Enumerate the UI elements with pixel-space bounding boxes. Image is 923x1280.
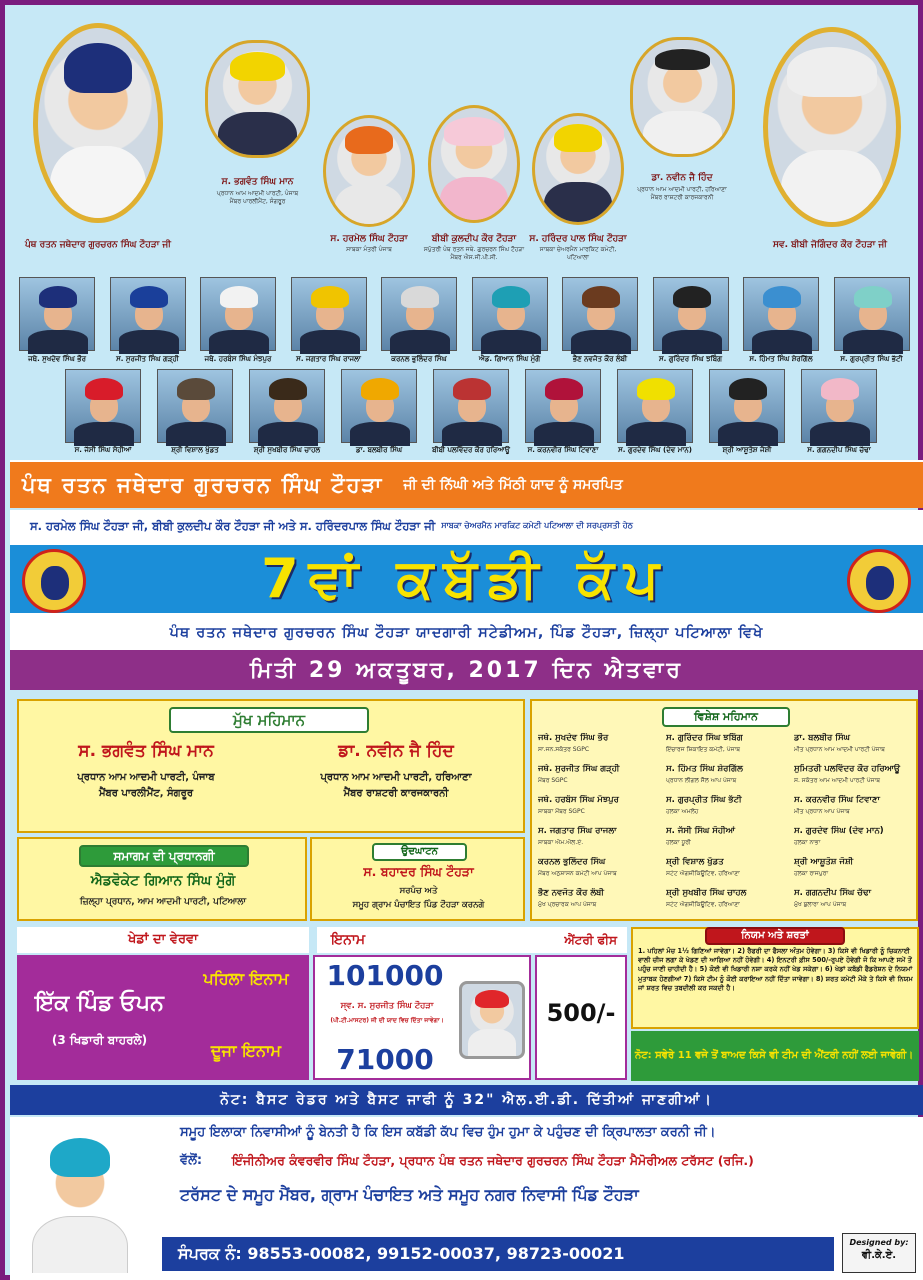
games-panel	[17, 955, 309, 1080]
special-guest-name: ਭੈਣ ਨਵਜੋਤ ਕੌਰ ਲੰਬੀ	[538, 888, 604, 898]
special-guest-designation: ਪ੍ਰਧਾਨ ਲੀਗਲ ਸੈੱਲ ਆਪ ਪੰਜਾਬ	[666, 777, 737, 784]
supporter-photo	[200, 277, 276, 351]
prize-header	[317, 927, 627, 953]
patronage-band	[10, 510, 923, 542]
sponsor-note: (ਪੀ.ਟੀ.ਮਾਸਟਰ) ਜੀ ਦੀ ਯਾਦ ਵਿਚ ਦਿੱਤਾ ਜਾਵੇਗਾ।	[330, 1017, 444, 1024]
supporter-caption: ਸ. ਕਰਨਵੀਰ ਸਿੰਘ ਟਿਵਾਣਾ	[527, 446, 599, 454]
games-header: ਖੇਡਾਂ ਦਾ ਵੇਰਵਾ	[17, 927, 309, 953]
from-label: ਵੱਲੋਂ:	[180, 1153, 203, 1168]
portrait-kuldeep-kaur	[428, 105, 520, 223]
inauguration-line1: ਸਰਪੰਚ ਅਤੇ	[399, 886, 438, 896]
supporter-caption: ਬੀਬੀ ਪਲਵਿੰਦਰ ਕੌਰ ਹਰਿਆਊ	[432, 446, 510, 454]
special-guest-name: ਜਥੇ. ਸੁਖਦੇਵ ਸਿੰਘ ਭੌਰ	[538, 733, 609, 743]
portrait-harinderpal-singh	[532, 113, 624, 225]
fee-panel	[535, 955, 627, 1080]
presidency-heading: ਸਮਾਗਮ ਦੀ ਪ੍ਰਧਾਨਗੀ	[79, 845, 249, 867]
chief-guest-1-name: ਸ. ਭਗਵੰਤ ਸਿੰਘ ਮਾਨ	[78, 741, 214, 761]
chief-guest-1-line2: ਮੈਂਬਰ ਪਾਰਲੀਮੈਂਟ, ਸੰਗਰੂਰ	[98, 788, 194, 799]
contact-band	[162, 1237, 834, 1271]
supporter-photo	[291, 277, 367, 351]
supporter-caption: ਸ਼੍ਰੀ ਸੁਖਬੀਰ ਸਿੰਘ ਚਾਹਲ	[253, 446, 321, 454]
fee-header-label: ਐਂਟਰੀ ਫੀਸ	[564, 933, 617, 947]
portrait-caption: ਸ. ਹਰਮੇਲ ਸਿੰਘ ਟੌਹੜਾ	[330, 234, 408, 244]
special-guest-name: ਸ. ਹਿੰਮਤ ਸਿੰਘ ਸ਼ੇਰਗਿੱਲ	[666, 764, 743, 774]
special-guest-designation: ਮੈਂਬਰ SGPC	[538, 777, 568, 784]
chief-guests-box	[17, 699, 525, 833]
organizer-line: ਇੰਜੀਨੀਅਰ ਕੰਵਰਵੀਰ ਸਿੰਘ ਟੌਹੜਾ, ਪ੍ਰਧਾਨ ਪੰਥ ਰਤਨ ਜਥੇਦਾਰ ਗੁਰਚਰਨ ਸਿੰਘ ਟੌਹੜਾ ਮੈਮੋਰੀਅਲ ਟਰੱਸਟ (ਰਜਿ.)	[232, 1153, 754, 1168]
supporter-photo	[653, 277, 729, 351]
special-guests-box	[530, 699, 918, 921]
designer-name: ਵੀ.ਕੇ.ਏ.	[861, 1250, 897, 1261]
logo-right	[847, 549, 911, 613]
supporter-photo	[562, 277, 638, 351]
first-prize-label: ਪਹਿਲਾ ਇਨਾਮ	[203, 969, 289, 988]
rules-box	[631, 927, 919, 1029]
special-guest-name: ਸ਼੍ਰੀ ਆਸ਼ੂਤੋਸ਼ ਜੋਸ਼ੀ	[794, 857, 854, 867]
chief-guest-2-line1: ਪ੍ਰਧਾਨ ਆਮ ਆਦਮੀ ਪਾਰਟੀ, ਹਰਿਆਣਾ	[320, 772, 472, 783]
venue-band	[10, 616, 923, 650]
note-band	[10, 1085, 923, 1115]
designed-by-label: Designed by:	[849, 1238, 909, 1247]
trust-line: ਟਰੱਸਟ ਦੇ ਸਮੂਹ ਮੈਂਬਰ, ਗ੍ਰਾਮ ਪੰਚਾਇਤ ਅਤੇ ਸਮੂਹ ਨਗਰ ਨਿਵਾਸੀ ਪਿੰਡ ਟੌਹੜਾ	[180, 1185, 639, 1204]
portrait-joginder-kaur	[763, 27, 901, 227]
special-guest-designation: ਸਟੇਟ ਐਗਜ਼ੀਕਿਊਟਿਵ, ਹਰਿਆਣਾ	[666, 870, 740, 877]
supporter-photo	[157, 369, 233, 443]
portrait-subcaption: ਪ੍ਰਧਾਨ ਆਮ ਆਦਮੀ ਪਾਰਟੀ, ਹਰਿਆਣਾ	[637, 186, 727, 193]
special-guest-designation: ਮੀਤ ਪ੍ਰਧਾਨ ਆਪ ਪੰਜਾਬ	[794, 808, 850, 815]
supporter-caption: ਐਡ. ਗਿਆਨ ਸਿੰਘ ਮੁੰਗੋ	[478, 355, 541, 363]
designer-badge	[842, 1233, 916, 1273]
supporter-photo	[341, 369, 417, 443]
prize-panel	[313, 955, 531, 1080]
supporter-caption: ਸ. ਜਗਤਾਰ ਸਿੰਘ ਰਾਜਲਾ	[296, 355, 361, 363]
supporter-caption: ਸ. ਗੁਰਿੰਦਰ ਸਿੰਘ ਝਬਿੰਗ	[658, 355, 723, 363]
portrait-caption: ਡਾ. ਨਵੀਨ ਜੈ ਹਿੰਦ	[651, 173, 713, 183]
portrait-harmel-singh	[323, 115, 415, 227]
special-guest-designation: ਸਟੇਟ ਐਗਜ਼ੀਕਿਊਟਿਵ, ਹਰਿਆਣਾ	[666, 901, 740, 908]
rules-text: 1. ਪਹਿਲਾਂ ਮੰਚ 1½ ਗਿਣਿਆਂ ਜਾਵੇਗਾ। 2) ਰੈਫਰੀ ਦਾ ਫੈਸਲਾ ਅੰਤਮ ਹੋਵੇਗਾ। 3) ਕਿਸੇ ਵੀ ਖਿਡਾਰੀ ਨੂੰ ਚਿਕਨਾਈ ਵਾਲੀ ਚੀਜ ਲਗਾ ਕੇ ਖੇਡਣ ਦੀ ਆਗਿਆ ਨਹੀਂ ਹੋਵੇਗੀ। 4) ਇਨਟਰੀ ਫ਼ੀਸ 500/-ਰੁਪਏ ਹੋਵੇਗੀ ਜੋ ਕਿ ਆਪਣੇ ਸਮੇਂ ਤੋਂ ਪਹੁੰਚ ਜਾਣੀ ਚਾਹੀਦੀ ਹੈ। 5) ਕੋਈ ਵੀ ਖਿਡਾਰੀ ਨਸ਼ਾ ਕਰਕੇ ਨਹੀਂ ਖੇਡ ਸਕੇਗਾ। 6) ਖੇਡਾਂ ਕਬੱਡੀ ਫੈਡਰੇਸ਼ਨ ਦੇ ਨਿਯਮਾਂ ਮੁਤਾਬਕ ਹੋਣਗੀਆਂ 7) ਕਿਸੇ ਟੀਮ ਨੂੰ ਕੋਈ ਕਰਾਇਆ ਨਹੀਂ ਦਿੱਤਾ ਜਾਵੇਗਾ। 8) ਸ਼ਰਤ ਕਮੇਟੀ ਮੌਕੇ ਤੇ ਕਿਸੇ ਵੀ ਨਿਯਮ ਜਾਂ ਸ਼ਰਤ ਵਿਚ ਤਬਦੀਲੀ ਕਰ ਸਕਦੀ ਹੈ।	[638, 947, 913, 992]
portrait-subcaption: ਸਾਬਕਾ ਮੰਤਰੀ ਪੰਜਾਬ	[346, 246, 392, 253]
invitation-line: ਸਮੂਹ ਇਲਾਕਾ ਨਿਵਾਸੀਆਂ ਨੂੰ ਬੇਨਤੀ ਹੈ ਕਿ ਇਸ ਕਬੱਡੀ ਕੱਪ ਵਿਚ ਹੁੰਮ ਹੁਮਾ ਕੇ ਪਹੁੰਚਣ ਦੀ ਕ੍ਰਿਪਾਲਤਾ ਕਰਨੀ ਜੀ।	[180, 1125, 716, 1140]
game-note: (3 ਖਿਡਾਰੀ ਬਾਹਰਲੇ)	[51, 1033, 148, 1047]
organizer-photo	[20, 1123, 140, 1273]
portrait-caption: ਸਵ. ਬੀਬੀ ਜੋਗਿੰਦਰ ਕੌਰ ਟੌਹੜਾ ਜੀ	[773, 240, 887, 250]
supporter-photo	[617, 369, 693, 443]
special-guest-designation: ਹਲਕਾ ਰਾਜਪੁਰਾ	[794, 870, 829, 877]
supporter-photo	[110, 277, 186, 351]
first-prize-amount: 101000	[326, 959, 444, 992]
title-band	[10, 542, 923, 616]
logo-left	[22, 549, 86, 613]
chief-guests-heading: ਮੁੱਖ ਮਹਿਮਾਨ	[169, 707, 369, 733]
special-guest-name: ਸ. ਗੁਰਿੰਦਰ ਸਿੰਘ ਝਬਿੰਗ	[666, 733, 743, 743]
special-guest-designation: ਹਲਕਾ ਨਾਭਾ	[794, 839, 821, 846]
inauguration-name: ਸ. ਬਹਾਦਰ ਸਿੰਘ ਟੌਹੜਾ	[363, 864, 474, 879]
contact-text: ਸੰਪਰਕ ਨੰ: 98553-00082, 99152-00037, 98723-00021	[178, 1244, 625, 1263]
special-guests-heading: ਵਿਸ਼ੇਸ਼ ਮਹਿਮਾਨ	[662, 707, 790, 727]
portrait-subcaption: ਪ੍ਰਧਾਨ ਆਮ ਆਦਮੀ ਪਾਰਟੀ, ਪੰਜਾਬ	[216, 190, 299, 197]
special-guest-designation: ਸਾਬਕਾ ਮੈਂਬਰ SGPC	[538, 808, 585, 815]
patronage-small: ਸਾਬਕਾ ਚੇਅਰਮੈਨ ਮਾਰਕਿਟ ਕਮੇਟੀ ਪਟਿਆਲਾ ਦੀ ਸਰਪ੍ਰਸਤੀ ਹੇਠ	[441, 521, 633, 530]
special-guest-name: ਸ਼੍ਰੀ ਸੁਖਬੀਰ ਸਿੰਘ ਚਾਹਲ	[666, 888, 747, 898]
special-guest-name: ਜਥੇ. ਹਰਬੰਸ ਸਿੰਘ ਮੰਝਪੁਰ	[538, 795, 619, 805]
portrait-caption: ਪੰਥ ਰਤਨ ਜਥੇਦਾਰ ਗੁਰਚਰਨ ਸਿੰਘ ਟੌਹੜਾ ਜੀ	[24, 240, 171, 250]
portrait-subcaption: ਮੈਂਬਰ ਰਾਸ਼ਟਰੀ ਕਾਰਜਕਾਰਨੀ	[650, 194, 714, 201]
special-guest-name: ਸ. ਜੱਸੀ ਸਿੰਘ ਸੋਹੀਆਂ	[666, 826, 735, 836]
supporter-photo	[433, 369, 509, 443]
portrait-caption: ਸ. ਹਰਿੰਦਰ ਪਾਲ ਸਿੰਘ ਟੌਹੜਾ	[529, 234, 627, 244]
supporter-photo	[743, 277, 819, 351]
chief-guest-2-line2: ਮੈਂਬਰ ਰਾਸ਼ਟਰੀ ਕਾਰਜਕਾਰਨੀ	[343, 788, 449, 799]
patronage-text: ਸ. ਹਰਮੇਲ ਸਿੰਘ ਟੌਹੜਾ ਜੀ, ਬੀਬੀ ਕੁਲਦੀਪ ਕੌਰ ਟੌਹੜਾ ਜੀ ਅਤੇ ਸ. ਹਰਿੰਦਰਪਾਲ ਸਿੰਘ ਟੌਹੜਾ ਜੀ	[30, 518, 436, 533]
special-guest-designation: ਹਲਕਾ ਅਮਲੋਹ	[666, 808, 699, 815]
special-guest-name: ਜਥੇ. ਸੁਰਜੀਤ ਸਿੰਘ ਗੜ੍ਹੀ	[538, 764, 620, 774]
dedication-name: ਪੰਥ ਰਤਨ ਜਥੇਦਾਰ ਗੁਰਚਰਨ ਸਿੰਘ ਟੌਹੜਾ	[22, 472, 384, 497]
supporter-caption: ਜਥੇ. ਸੁਖਦੇਵ ਸਿੰਘ ਭੌਰ	[28, 355, 86, 363]
special-guest-name: ਸ. ਕਰਨਵੀਰ ਸਿੰਘ ਟਿਵਾਣਾ	[794, 795, 880, 805]
presidency-box	[17, 837, 307, 921]
special-guest-name: ਕਰਨਲ ਭੁਲਿੰਦਰ ਸਿੰਘ	[538, 857, 606, 867]
inauguration-heading: ਉਦਘਾਟਨ	[372, 843, 467, 861]
supporter-caption: ਸ. ਗੁਰਪ੍ਰੀਤ ਸਿੰਘ ਭੱਟੀ	[840, 355, 903, 363]
portrait-subcaption: ਮੈਂਬਰ ਪਾਰਲੀਮੈਂਟ, ਸੰਗਰੂਰ	[229, 198, 286, 205]
inauguration-box	[310, 837, 525, 921]
special-guest-name: ਸ. ਜਗਤਾਰ ਸਿੰਘ ਰਾਜਲਾ	[538, 826, 617, 836]
note-text: ਨੋਟ: ਬੈਸਟ ਰੇਡਰ ਅਤੇ ਬੈਸਟ ਜਾਫੀ ਨੂੰ 32" ਐਲ.ਈ.ਡੀ. ਦਿੱਤੀਆਂ ਜਾਣਗੀਆਂ।	[220, 1092, 713, 1108]
portrait-bhagwant-mann	[205, 40, 310, 158]
portrait-caption: ਬੀਬੀ ਕੁਲਦੀਪ ਕੌਰ ਟੌਹੜਾ	[431, 234, 517, 244]
venue-text: ਪੰਥ ਰਤਨ ਜਥੇਦਾਰ ਗੁਰਚਰਨ ਸਿੰਘ ਟੌਹੜਾ ਯਾਦਗਾਰੀ ਸਟੇਡੀਅਮ, ਪਿੰਡ ਟੌਹੜਾ, ਜ਼ਿਲ੍ਹਾ ਪਟਿਆਲਾ ਵਿਖੇ	[169, 625, 764, 641]
special-guest-designation: ਮੈਂਬਰ ਅਨੁਸ਼ਾਸਨ ਕਮੇਟੀ ਆਪ ਪੰਜਾਬ	[538, 870, 617, 877]
rules-note-text: ਨੋਟ: ਸਵੇਰੇ 11 ਵਜੇ ਤੋਂ ਬਾਅਦ ਕਿਸੇ ਵੀ ਟੀਮ ਦੀ ਐਂਟਰੀ ਨਹੀਂ ਲਈ ਜਾਵੇਗੀ।	[635, 1050, 914, 1061]
special-guest-name: ਸੁਮਿਤਰੀ ਪਲਵਿੰਦਰ ਕੌਰ ਹਰਿਆਊ	[794, 764, 901, 774]
special-guest-designation: ਸ. ਸਕੱਤਰ ਆਮ ਆਦਮੀ ਪਾਰਟੀ ਪੰਜਾਬ	[794, 777, 881, 784]
special-guest-designation: ਮੁੱਖ ਪ੍ਰਚਾਰਕ ਆਪ ਪੰਜਾਬ	[538, 901, 597, 908]
supporter-caption: ਸ. ਗੁਰਦੇਵ ਸਿੰਘ (ਦੇਵ ਮਾਨ)	[618, 446, 692, 454]
supporter-caption: ਸ. ਸੁਰਜੀਤ ਸਿੰਘ ਗੜ੍ਹੀ	[116, 355, 179, 363]
supporter-caption: ਕਰਨਲ ਭੁਲਿੰਦਰ ਸਿੰਘ	[391, 355, 447, 363]
supporter-photo	[834, 277, 910, 351]
portrait-subcaption: ਸਪੁੱਤਰੀ ਪੰਥ ਰਤਨ ਜਥੇ. ਗੁਰਚਰਨ ਸਿੰਘ ਟੌਹੜਾ	[423, 246, 525, 253]
special-guest-name: ਡਾ. ਬਲਬੀਰ ਸਿੰਘ	[794, 733, 851, 743]
special-guest-name: ਸ਼੍ਰੀ ਵਿਸ਼ਾਲ ਖੁੰਡਤ	[666, 857, 724, 867]
presidency-line1: ਜ਼ਿਲ੍ਹਾ ਪ੍ਰਧਾਨ, ਆਮ ਆਦਮੀ ਪਾਰਟੀ, ਪਟਿਆਲਾ	[79, 897, 247, 907]
supporter-caption: ਸ਼੍ਰੀ ਆਸ਼ੂਤੋਸ਼ ਜੋਸ਼ੀ	[722, 446, 772, 454]
event-date: ਮਿਤੀ 29 ਅਕਤੂਬਰ, 2017 ਦਿਨ ਐਤਵਾਰ	[249, 657, 684, 683]
prize-header-label: ਇਨਾਮ	[331, 932, 366, 948]
inauguration-line2: ਸਮੂਹ ਗ੍ਰਾਮ ਪੰਚਾਇਤ ਪਿੰਡ ਟੌਹੜਾ ਕਰਨਗੇ	[352, 900, 485, 910]
supporter-photo	[709, 369, 785, 443]
supporter-caption: ਸ਼੍ਰੀ ਵਿਸ਼ਾਲ ਖੁੰਡਤ	[171, 446, 219, 454]
supporter-caption: ਸ. ਜੱਸੀ ਸਿੰਘ ਸੋਹੀਆਂ	[74, 446, 132, 454]
sponsor-photo	[459, 981, 525, 1059]
supporter-photo	[65, 369, 141, 443]
event-title: 7ਵਾਂ ਕਬੱਡੀ ਕੱਪ	[261, 547, 669, 610]
special-guest-name: ਸ. ਗੁਰਪ੍ਰੀਤ ਸਿੰਘ ਭੱਟੀ	[666, 795, 742, 805]
special-guest-name: ਸ. ਗਗਨਦੀਪ ਸਿੰਘ ਚੱਢਾ	[794, 888, 872, 898]
supporter-caption: ਡਾ. ਬਲਬੀਰ ਸਿੰਘ	[355, 446, 403, 454]
supporter-photo	[472, 277, 548, 351]
rules-heading: ਨਿਯਮ ਅਤੇ ਸ਼ਰਤਾਂ	[705, 927, 845, 945]
supporter-caption: ਭੈਣ ਨਵਜੋਤ ਕੌਰ ਲੰਬੀ	[572, 355, 628, 363]
special-guest-designation: ਸਾ.ਜਨ.ਸਕੱਤਰ SGPC	[538, 746, 590, 753]
supporter-photo	[19, 277, 95, 351]
supporter-photo	[525, 369, 601, 443]
special-guest-name: ਸ. ਗੁਰਦੇਵ ਸਿੰਘ (ਦੇਵ ਮਾਨ)	[794, 826, 884, 836]
dedication-rest: ਜੀ ਦੀ ਨਿੱਘੀ ਅਤੇ ਮਿੱਠੀ ਯਾਦ ਨੂੰ ਸਮਰਪਿਤ	[403, 477, 623, 493]
special-guest-designation: ਮੀਤ ਪ੍ਰਧਾਨ ਆਮ ਆਦਮੀ ਪਾਰਟੀ ਪੰਜਾਬ	[794, 746, 885, 753]
portrait-subcaption: ਸਾਬਕਾ ਚੇਅਰਮੈਨ ਮਾਰਕਿਟ ਕਮੇਟੀ,	[539, 246, 617, 253]
game-name: ਇੱਕ ਪਿੰਡ ਓਪਨ	[35, 991, 164, 1016]
portrait-naveen-jaihind	[630, 37, 735, 157]
portrait-subcaption: ਮੈਂਬਰ ਐਸ.ਜੀ.ਪੀ.ਸੀ.	[450, 254, 498, 261]
portrait-gurcharan-singh	[33, 23, 163, 223]
rules-note	[631, 1031, 919, 1081]
chief-guest-2-name: ਡਾ. ਨਵੀਨ ਜੈ ਹਿੰਦ	[338, 741, 454, 761]
portrait-subcaption: ਪਟਿਆਲਾ	[567, 254, 589, 261]
special-guest-designation: ਇੰਚਾਰਜ ਸ਼ਿਕਾਇਤ ਕਮੇਟੀ, ਪੰਜਾਬ	[666, 746, 740, 753]
supporter-photo	[381, 277, 457, 351]
special-guest-designation: ਸਾਬਕਾ ਐਮ.ਐਲ.ਏ.	[538, 839, 584, 846]
entry-fee: 500/-	[546, 999, 616, 1027]
supporter-caption: ਸ. ਹਿੰਮਤ ਸਿੰਘ ਸ਼ੇਰਗਿੱਲ	[749, 355, 813, 363]
supporter-caption: ਜਥੇ. ਹਰਬੰਸ ਸਿੰਘ ਮੰਝਪੁਰ	[204, 355, 272, 363]
supporter-caption: ਸ. ਗਗਨਦੀਪ ਸਿੰਘ ਚੱਢਾ	[807, 446, 871, 454]
second-prize-label: ਦੂਜਾ ਇਨਾਮ	[210, 1041, 282, 1060]
second-prize-amount: 71000	[336, 1043, 434, 1076]
sponsor-name: ਸ੍ਵ. ਸ. ਸੁਰਜੀਤ ਸਿੰਘ ਟੌਹੜਾ	[340, 1001, 434, 1011]
supporter-photo	[249, 369, 325, 443]
dedication-band	[10, 460, 923, 508]
date-band	[10, 650, 923, 690]
presidency-name: ਐਡਵੋਕੇਟ ਗਿਆਨ ਸਿੰਘ ਮੁੰਗੋ	[90, 873, 236, 889]
footer	[10, 1117, 923, 1280]
special-guest-designation: ਹਲਕਾ ਧੂਰੀ	[666, 839, 691, 846]
portrait-caption: ਸ. ਭਗਵੰਤ ਸਿੰਘ ਮਾਨ	[221, 177, 294, 187]
special-guest-designation: ਮੁੱਖ ਬੁਲਾਰਾ ਆਪ ਪੰਜਾਬ	[794, 901, 847, 908]
supporter-photo	[801, 369, 877, 443]
chief-guest-1-line1: ਪ੍ਰਧਾਨ ਆਮ ਆਦਮੀ ਪਾਰਟੀ, ਪੰਜਾਬ	[77, 772, 215, 783]
